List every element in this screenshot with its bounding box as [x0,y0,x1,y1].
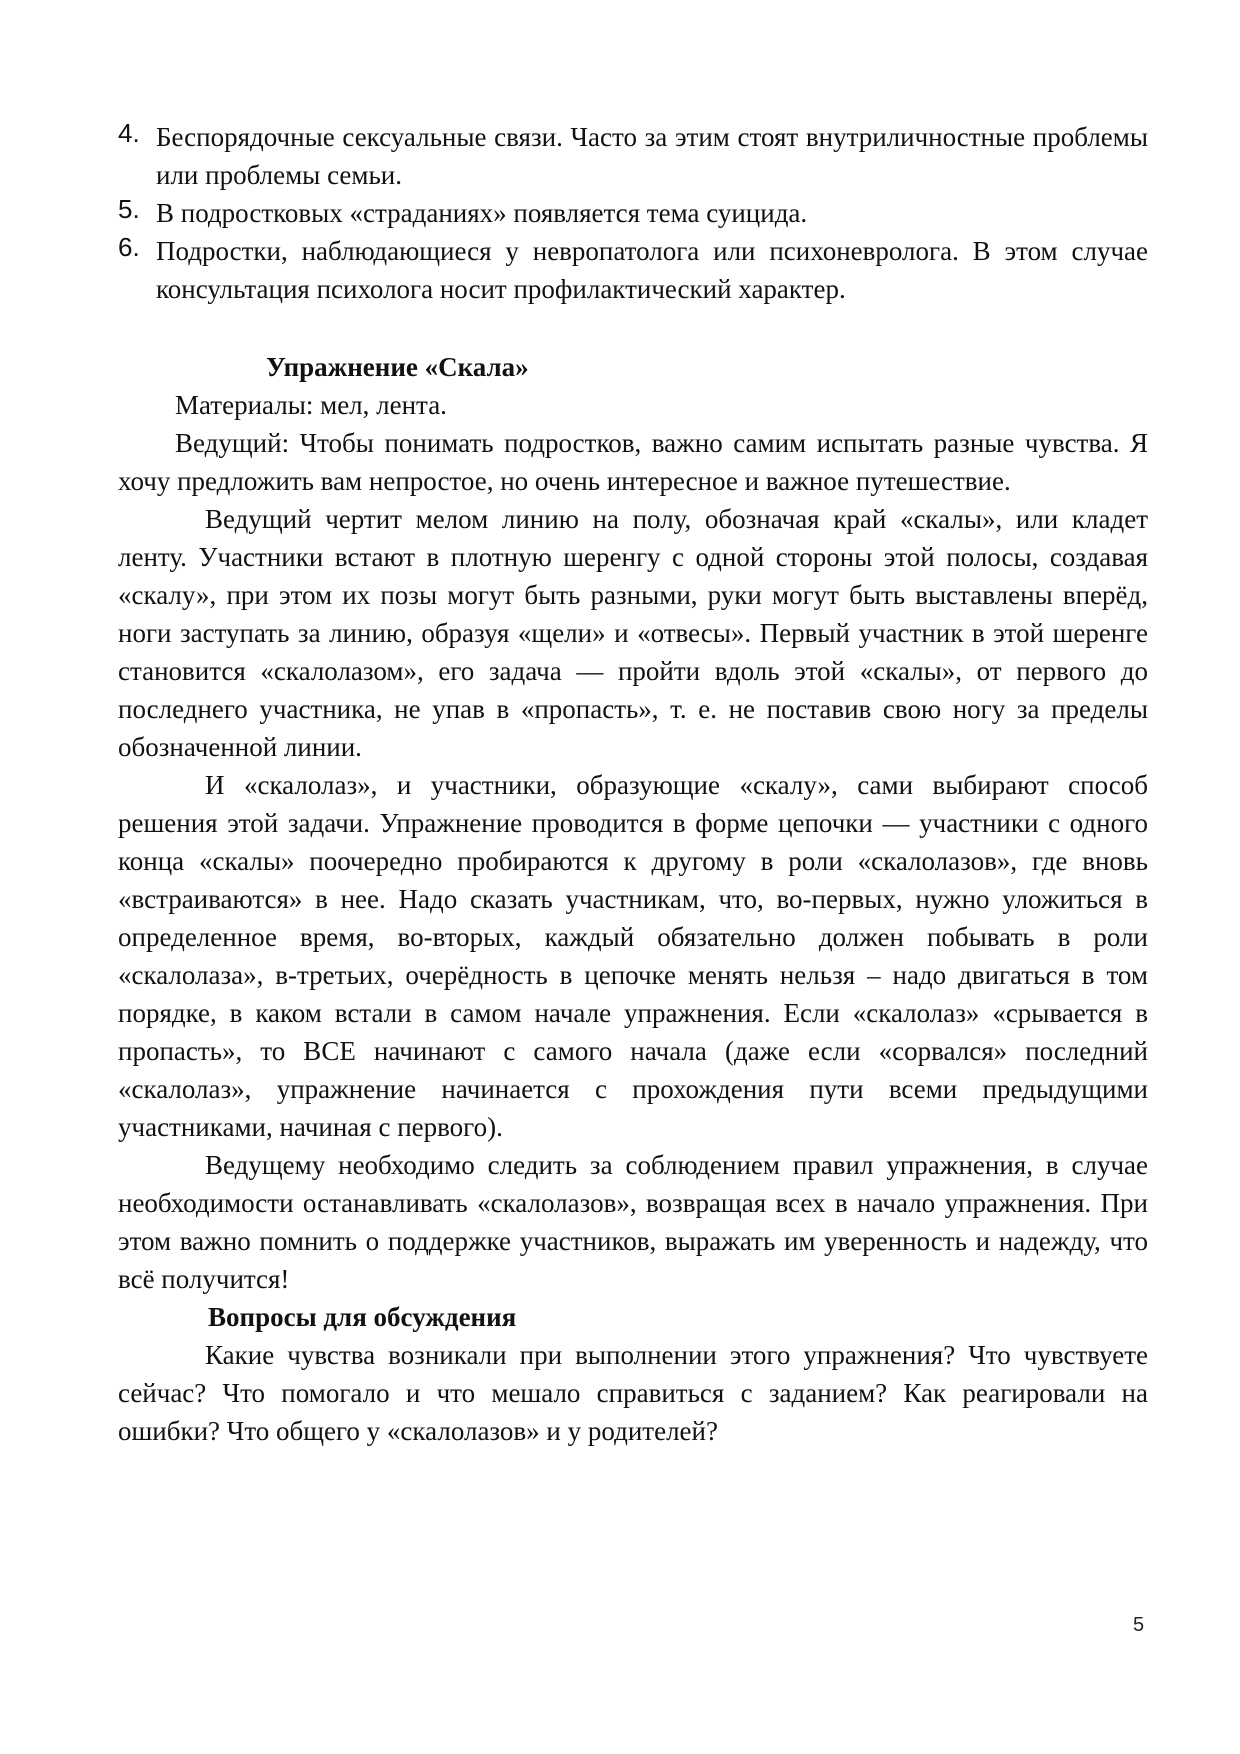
list-item [118,194,1148,232]
list-item-text: Подростки, наблюдающиеся у невропатолога или психоневролога. В этом случае консультация психолога носит профилактический характер. [156,236,1148,304]
list-number: 5. [118,194,140,224]
page-number: 5 [1133,1614,1145,1636]
list-number: 6. [118,232,140,262]
list-item [118,118,1148,194]
discussion-paragraph: Какие чувства возникали при выполнении этого упражнения? Что чувствуете сейчас? Что помогало и что мешало справиться с заданием? Как реагировали на ошибки? Что общего у «скалолазов» и у родителей? [118,1340,1148,1446]
list-number: 4. [118,118,140,148]
body-paragraph: Ведущий чертит мелом линию на полу, обозначая край «скалы», или кладет ленту. Участники встают в плотную шеренгу с одной стороны этой полосы, создавая «скалу», при этом их позы могут быть разными, руки могут быть выставлены вперёд, ноги заступать за линию, образуя «щели» и «отвесы». Первый участник в этой шеренге становится «скалолазом», его задача — пройти вдоль этой «скалы», от первого до последнего участника, не упав в «пропасть», т. е. не поставив свою ногу за пределы обозначенной линии. [118,504,1148,762]
list-item [118,232,1148,308]
leader-intro-paragraph: Ведущий: Чтобы понимать подростков, важно самим испытать разные чувства. Я хочу предложить вам непростое, но очень интересное и важное путешествие. [118,428,1148,496]
body-paragraph: Ведущему необходимо следить за соблюдением правил упражнения, в случае необходимости останавливать «скалолазов», возвращая всех в начало упражнения. При этом важно помнить о поддержке участников, выражать им уверенность и надежду, что всё получится! [118,1150,1148,1294]
list-item-text: В подростковых «страданиях» появляется тема суицида. [156,198,808,228]
list-item-text: Беспорядочные сексуальные связи. Часто за этим стоят внутриличностные проблемы или проблемы семьи. [156,122,1148,190]
exercise-title: Упражнение «Скала» [266,352,529,382]
document-page [118,118,1148,1450]
body-paragraph: И «скалолаз», и участники, образующие «скалу», сами выбирают способ решения этой задачи. Упражнение проводится в форме цепочки — участники с одного конца «скалы» поочередно пробираются к другому в роли «скалолазов», где вновь «встраиваются» в нее. Надо сказать участникам, что, во-первых, нужно уложиться в определенное время, во-вторых, каждый обязательно должен побывать в роли «скалолаза», в-третьих, очерёдность в цепочке менять нельзя – надо двигаться в том порядке, в каком встали в самом начале упражнения. Если «скалолаз» «срывается в пропасть», то ВСЕ начинают с самого начала (даже если «сорвался» последний «скалолаз», упражнение начинается с прохождения пути всеми предыдущими участниками, начиная с первого). [118,770,1148,1142]
discussion-title: Вопросы для обсуждения [208,1302,517,1332]
materials-line: Материалы: мел, лента. [175,390,447,420]
